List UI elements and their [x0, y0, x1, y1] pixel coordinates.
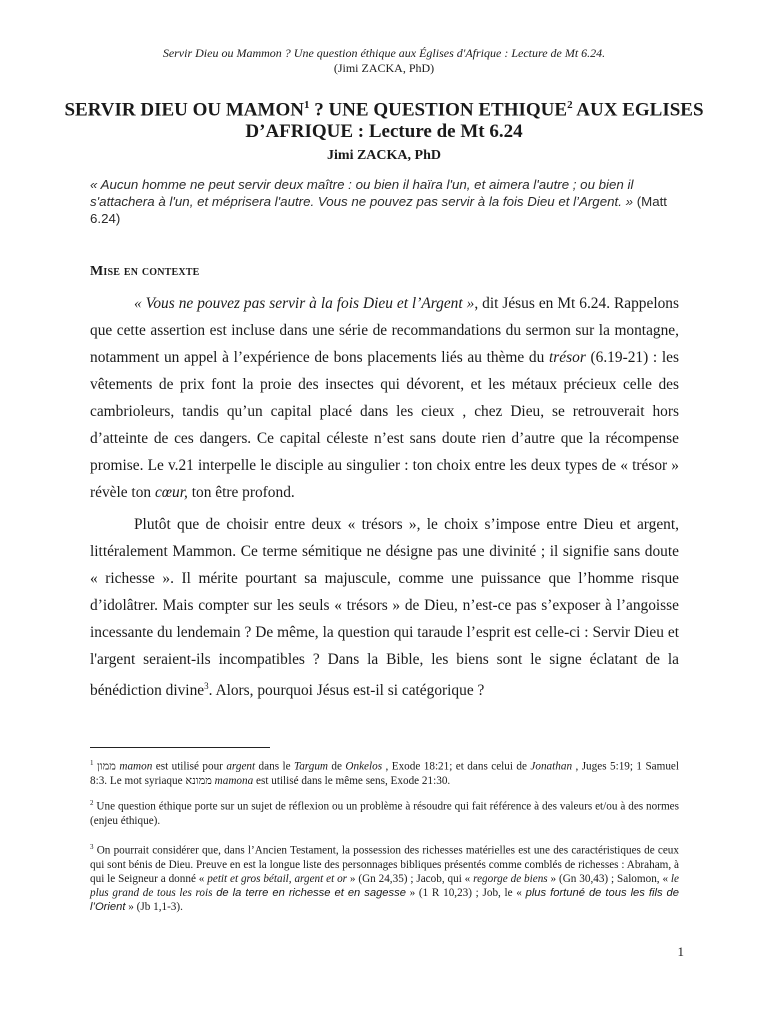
- paragraph-1-text-b: (6.19-21) : les vêtements de prix font la proie des insectes qui dévorent, et les métaux précieux celle des cambrioleurs, tandis qu’un capital placé dans les cieux , chez Dieu, se retrouverait hors d’atteinte de ces dangers. Ce capital céleste n’est sans doute rien d’autre que la récompense promise. Le v.21 interpelle le disciple au singulier : ton choix entre les deux types de « trésor » révèle ton: [90, 349, 679, 501]
- footnote-1-hebrew: ממון: [96, 760, 116, 773]
- footnote-3-text: On pourrait considérer que, dans l’Ancien Testament, la possession des richesses matérielles est une des caractéristiques de ceux qui sont bénis de Dieu. Preuve en est la longue liste des personnages bibliques présentés comme comblés de richesses : Abraham, à qui le Seigneur a donné «: [90, 844, 679, 885]
- title-part-1: SERVIR DIEU OU MAMON: [64, 99, 304, 121]
- footnote-3-number: 3: [90, 843, 94, 851]
- running-header-author: (Jimi ZACKA, PhD): [333, 61, 435, 75]
- paragraph-1-tresor: trésor: [549, 349, 586, 366]
- footnote-3-text: » (1 R 10,23) ; Job, le «: [405, 886, 526, 899]
- footnote-separator: [90, 747, 270, 748]
- footnote-1-onkelos: Onkelos: [345, 760, 383, 773]
- epigraph: [90, 176, 680, 227]
- epigraph-reference: (Matt 6.24): [90, 194, 667, 226]
- footnote-1-jonathan: Jonathan: [530, 760, 573, 773]
- paragraph-1-coeur: cœur,: [154, 484, 188, 501]
- footnote-1-mamon: mamon: [119, 760, 153, 773]
- footnote-3-quote: regorge de biens: [473, 872, 548, 885]
- body-paragraph-2: [90, 511, 679, 704]
- footnote-ref-1: 1: [303, 99, 310, 111]
- footnote-3-quote: le plus grand de tous les rois: [90, 872, 679, 899]
- footnote-1-text: , Juges 5:19; 1 Samuel 8:3. Le mot syriaque: [90, 760, 680, 787]
- paragraph-2-tail: . Alors, pourquoi Jésus est-il si catégorique ?: [208, 682, 485, 700]
- title-part-2: ? UNE QUESTION ETHIQUE: [309, 99, 568, 121]
- footnote-3-text: » (Gn 24,35) ; Jacob, qui «: [347, 872, 474, 885]
- document-title: [60, 94, 708, 143]
- footnote-2-text: Une question éthique porte sur un sujet de réflexion ou un problème à résoudre qui fait référence à des valeurs et/ou à des normes (enjeu éthique).: [90, 800, 679, 827]
- footnote-1-syriac: ממונא: [185, 774, 212, 787]
- paragraph-1-text-a: , dit Jésus en Mt 6.24. Rappelons que cette assertion est incluse dans une série de recommandations du sermon sur la montagne, notamment un appel à l’expérience de bons placements liés au thème du: [90, 295, 679, 366]
- page-number: 1: [677, 944, 684, 959]
- footnote-1-text: est utilisé dans le même sens, Exode 21:30.: [253, 774, 451, 787]
- footnote-ref-3: 3: [204, 681, 209, 691]
- title-part-3: AUX EGLISES D’AFRIQUE : Lecture de Mt 6.24: [245, 99, 704, 143]
- footnote-3-quote: de la terre en richesse et en sagesse: [216, 886, 406, 899]
- footnote-1-text: , Exode 18:21; et dans celui de: [382, 760, 531, 773]
- footnote-2: [90, 796, 679, 828]
- running-header-title: Servir Dieu ou Mammon ? Une question éthique aux Églises d'Afrique : Lecture de Mt 6.24.: [162, 46, 606, 60]
- footnote-3-quote: petit et gros bétail, argent et or: [207, 872, 348, 885]
- paragraph-1-quote: « Vous ne pouvez pas servir à la fois Dieu et l’Argent »: [134, 295, 475, 312]
- footnote-3: [90, 840, 679, 914]
- footnote-3-text: » (Jb 1,1-3).: [125, 900, 183, 913]
- footnote-1-number: 1: [90, 759, 94, 767]
- footnote-3-text: » (Gn 30,43) ; Salomon, «: [547, 872, 671, 885]
- paragraph-2-text: Plutôt que de choisir entre deux « trésors », le choix s’impose entre Dieu et argent, littéralement Mammon. Ce terme sémitique ne désigne pas une divinité ; il signifie sans doute « richesse ». Il mérite pourtant sa majuscule, comme une puissance que l’homme risque d’idolâtrer. Mais compter sur les seuls « trésors » de Dieu, n’est-ce pas s’exposer à l’angoisse incessante du lendemain ? De même, la question qui taraude l’esprit est celle-ci : Servir Dieu et l'argent seraient-ils incompatibles ? Dans la Bible, les biens sont le signe éclatant de la bénédiction divine: [90, 516, 679, 700]
- footnote-1-text: de: [328, 760, 346, 773]
- footnote-2-number: 2: [90, 799, 94, 807]
- footnote-1-mamona: mamona: [214, 774, 254, 787]
- author-name: Jimi ZACKA, PhD: [327, 148, 441, 163]
- footnote-1-text: dans le: [255, 760, 294, 773]
- footnote-1-text: est utilisé pour: [152, 760, 227, 773]
- section-heading: Mise en contexte: [90, 264, 200, 279]
- footnote-1-targum: Targum: [294, 760, 328, 773]
- epigraph-quote: « Aucun homme ne peut servir deux maître : ou bien il haïra l'un, et aimera l'autre ; ou bien il s'attachera à l'un, et méprisera l'autre. Vous ne pouvez pas servir à la fois Dieu et l’Argent. »: [90, 177, 634, 209]
- body-paragraph-1: [90, 290, 679, 506]
- footnote-1: [90, 756, 679, 788]
- paragraph-1-text-c: ton être profond.: [187, 484, 295, 501]
- footnote-ref-2: 2: [567, 99, 573, 111]
- footnote-1-argent: argent: [226, 760, 256, 773]
- footnote-3-quote: plus fortuné de tous les fils de l’Orient: [90, 886, 679, 913]
